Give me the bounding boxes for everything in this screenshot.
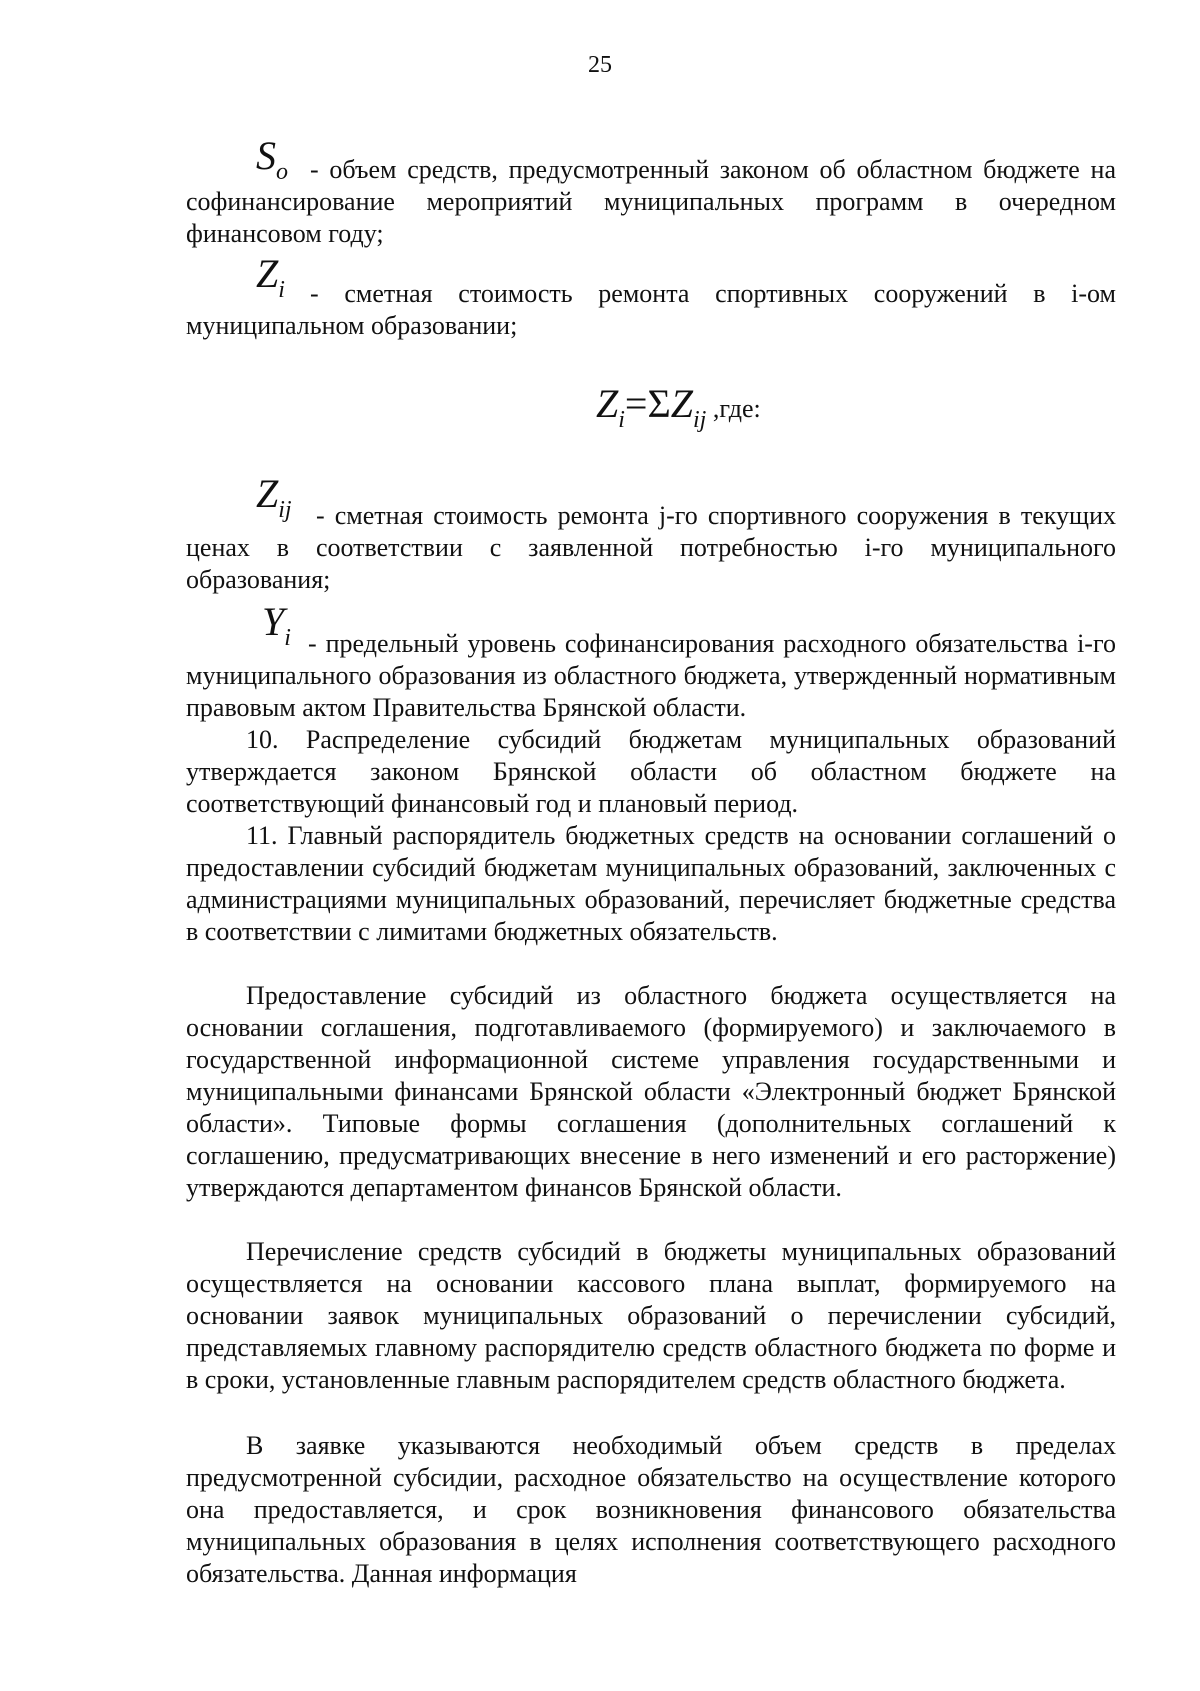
paragraph-provision: Предоставление субсидий из областного бюджета осуществляется на основании соглашения, подготавливаемого (формируемого) и заключаемого в государственной информационной системе управления государственными и муниципальными финансами Брянской области «Электронный бюджет Брянской области». Типовые формы соглашения (дополнительных соглашений к соглашению, предусматривающих внесение в него изменений и его расторжение) утверждаются департаментом финансов Брянской области.	[186, 981, 1116, 1202]
symbol-z-i-sub: i	[278, 277, 285, 303]
symbol-y-i-sub: i	[284, 625, 291, 651]
formula-zi-sum	[596, 382, 761, 442]
symbol-s-o-base: S	[256, 133, 276, 178]
symbol-s-o-sub: o	[276, 159, 288, 185]
definition-s-o: - объем средств, предусмотренный законом об областном бюджете на софинансирование мероприятий муниципальных программ в очередном финансовом году;	[186, 155, 1116, 248]
symbol-z-ij-sub: ij	[278, 497, 292, 523]
paragraph-11: 11. Главный распорядитель бюджетных средств на основании соглашений о предоставлении субсидий бюджетам муниципальных образований, заключенных с администрациями муниципальных образований, перечисляет бюджетные средства в соответствии с лимитами бюджетных обязательств.	[186, 821, 1116, 946]
definition-z-i: - сметная стоимость ремонта спортивных сооружений в i-ом муниципальном образовании;	[186, 279, 1116, 340]
formula-rhs-sub: ij	[693, 407, 707, 433]
symbol-z-ij-base: Z	[256, 471, 279, 516]
paragraph-application: В заявке указываются необходимый объем средств в пределах предусмотренной субсидии, расходное обязательство на осуществление которого она предоставляется, и срок возникновения финансового обязательства муниципальных образования в целях исполнения соответствующего расходного обязательства. Данная информация	[186, 1431, 1116, 1588]
definition-z-ij: - сметная стоимость ремонта j-го спортивного сооружения в текущих ценах в соответствии с заявленной потребностью i-го муниципального образования;	[186, 501, 1116, 594]
formula-equals-sum: =Σ	[624, 381, 671, 426]
symbol-z-i-base: Z	[256, 251, 279, 296]
formula-tail: ,где:	[706, 394, 761, 423]
definition-y-i: - предельный уровень софинансирования расходного обязательства i-го муниципального образования из областного бюджета, утвержденный нормативным правовым актом Правительства Брянской области.	[186, 629, 1116, 722]
symbol-y-i-base: Y	[262, 599, 285, 644]
formula-lhs-sub: i	[618, 407, 625, 433]
formula-lhs-base: Z	[596, 381, 619, 426]
paragraph-transfer: Перечисление средств субсидий в бюджеты муниципальных образований осуществляется на основании кассового плана выплат, формируемого на основании заявок муниципальных образований о перечислении субсидий, представляемых главному распорядителю средств областного бюджета по форме и в сроки, установленные главным распорядителем средств областного бюджета.	[186, 1237, 1116, 1394]
formula-rhs-base: Z	[670, 381, 694, 426]
paragraph-10: 10. Распределение субсидий бюджетам муниципальных образований утверждается законом Брянской области об областном бюджете на соответствующий финансовый год и плановый период.	[186, 725, 1116, 818]
page-number: 25	[588, 52, 612, 78]
